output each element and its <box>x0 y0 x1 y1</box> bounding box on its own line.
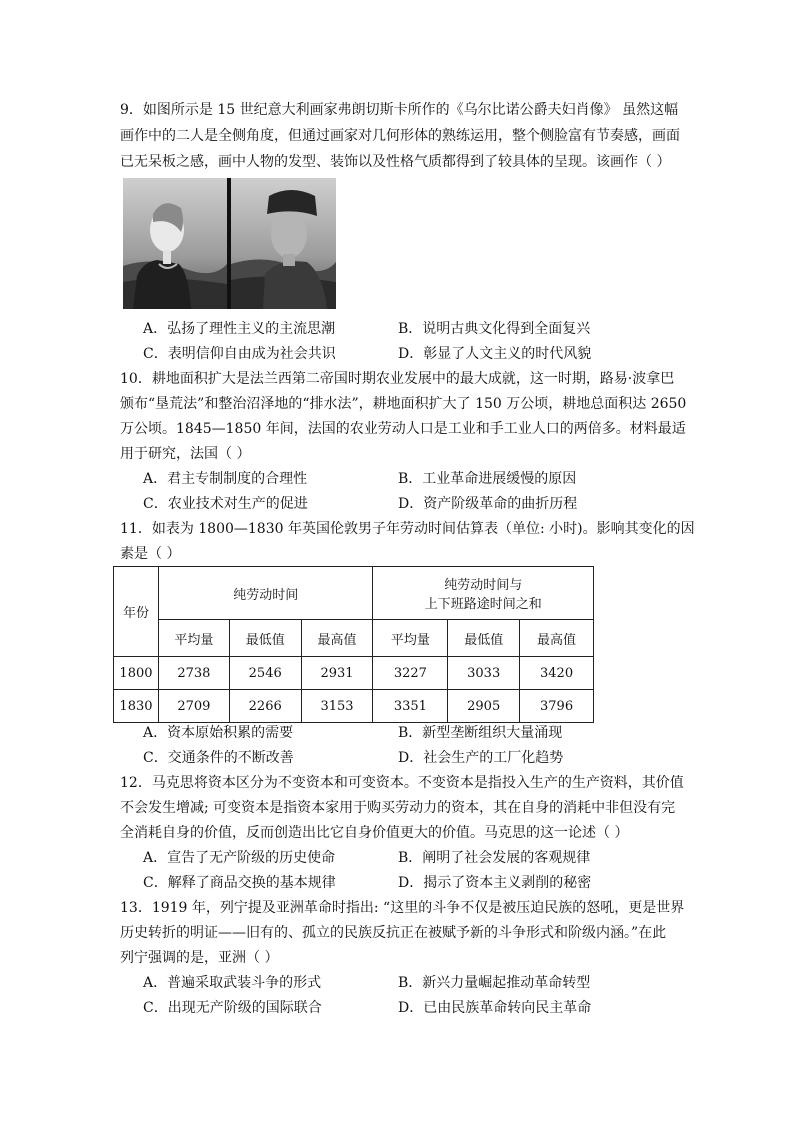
table-cell: 3227 <box>373 657 448 690</box>
labor-commute-header-line-1: 纯劳动时间与 <box>444 578 523 593</box>
table-cell: 3351 <box>373 690 448 723</box>
year-header: 年份 <box>114 567 159 657</box>
table-cell: 1830 <box>114 690 159 723</box>
q9-option-c: C．表明信仰自由成为社会共识 <box>143 346 336 362</box>
sub-header-max: 最高值 <box>520 620 594 657</box>
q11-stem-line-2: 素是（ ） <box>120 546 181 562</box>
labor-hours-table <box>113 566 594 723</box>
q12-option-d: D．揭示了资本主义剥削的秘密 <box>398 875 592 891</box>
sub-header-max: 最高值 <box>301 620 373 657</box>
q10-option-c: C．农业技术对生产的促进 <box>143 496 308 512</box>
q10-option-a: A．君主专制制度的合理性 <box>143 471 308 487</box>
q10-stem-line-1: 10．耕地面积扩大是法兰西第二帝国时期农业发展中的最大成就，这一时期，路易·波拿巴 <box>120 371 675 387</box>
sub-header-min: 最低值 <box>448 620 520 657</box>
q10-option-d: D．资产阶级革命的曲折历程 <box>398 496 578 512</box>
table-cell: 3033 <box>448 657 520 690</box>
table-cell: 3796 <box>520 690 594 723</box>
labor-time-header: 纯劳动时间 <box>158 567 373 620</box>
labor-commute-header-line-2: 上下班路途时间之和 <box>424 597 542 612</box>
q13-stem-line-3: 列宁强调的是，亚洲（ ） <box>120 950 279 966</box>
q11-option-a: A．资本原始积累的需要 <box>143 725 294 741</box>
q10-stem-line-3: 万公顷。1845—1850 年间，法国的农业劳动人口是工业和手工业人口的两倍多。材料最适 <box>120 421 686 437</box>
table-cell: 2931 <box>301 657 373 690</box>
q12-stem-line-1: 12．马克思将资本区分为不变资本和可变资本。不变资本是指投入生产的生产资料，其价值 <box>120 775 684 791</box>
table-cell: 1800 <box>114 657 159 690</box>
q10-stem-line-2: 颁布“垦荒法”和整治沼泽地的“排水法”，耕地面积扩大了 150 万公顷，耕地总面积达 2650 <box>120 396 687 412</box>
table-cell: 2738 <box>158 657 229 690</box>
labor-commute-header <box>373 567 594 620</box>
table-cell: 3153 <box>301 690 373 723</box>
portrait-painting-image <box>123 178 336 309</box>
sub-header-min: 最低值 <box>229 620 301 657</box>
q11-option-d: D．社会生产的工厂化趋势 <box>398 750 564 766</box>
q11-option-c: C．交通条件的不断改善 <box>143 750 294 766</box>
q12-option-b: B．阐明了社会发展的客观规律 <box>398 850 591 866</box>
q13-option-c: C．出现无产阶级的国际联合 <box>143 1000 322 1016</box>
q9-stem-line-2: 画作中的二人是全侧角度，但通过画家对几何形体的熟练运用，整个侧脸富有节奏感，画面 <box>120 128 680 144</box>
table-cell: 2905 <box>448 690 520 723</box>
q12-option-a: A．宣告了无产阶级的历史使命 <box>143 850 336 866</box>
sub-header-average: 平均量 <box>158 620 229 657</box>
q13-option-d: D．已由民族革命转向民主革命 <box>398 1000 592 1016</box>
q13-stem-line-1: 13．1919 年，列宁提及亚洲革命时指出: “这里的斗争不仅是被压迫民族的怒吼，更是世界 <box>120 900 685 916</box>
q13-option-b: B．新兴力量崛起推动革命转型 <box>398 975 591 991</box>
q12-option-c: C．解释了商品交换的基本规律 <box>143 875 336 891</box>
q13-option-a: A．普遍采取武装斗争的形式 <box>143 975 322 991</box>
q13-stem-line-2: 历史转折的明证——旧有的、孤立的民族反抗正在被赋予新的斗争形式和阶级内涵。”在此 <box>120 925 667 941</box>
q12-stem-line-2: 不会发生增减; 可变资本是指资本家用于购买劳动力的资本，其在自身的消耗中非但没有完 <box>120 800 676 816</box>
table-cell: 2709 <box>158 690 229 723</box>
q12-stem-line-3: 全消耗自身的价值，反而创造出比它自身价值更大的价值。马克思的这一论述（ ） <box>120 825 629 841</box>
q9-option-b: B．说明古典文化得到全面复兴 <box>398 321 591 337</box>
q10-stem-line-4: 用于研究，法国（ ） <box>120 446 251 462</box>
table-cell: 2266 <box>229 690 301 723</box>
q10-option-b: B．工业革命进展缓慢的原因 <box>398 471 577 487</box>
q11-option-b: B．新型垄断组织大量涌现 <box>398 725 563 741</box>
q11-stem-line-1: 11．如表为 1800—1830 年英国伦敦男子年劳动时间估算表（单位: 小时)。影响其变化的因 <box>120 521 695 537</box>
table-row <box>114 657 594 690</box>
q9-stem-line-3: 已无呆板之感，画中人物的发型、装饰以及性格气质都得到了较具体的呈现。该画作（ ） <box>120 154 671 170</box>
sub-header-average: 平均量 <box>373 620 448 657</box>
table-cell: 2546 <box>229 657 301 690</box>
q9-option-a: A．弘扬了理性主义的主流思潮 <box>143 321 336 337</box>
q9-option-d: D．彰显了人文主义的时代风貌 <box>398 346 592 362</box>
table-row <box>114 690 594 723</box>
table-cell: 3420 <box>520 657 594 690</box>
q9-stem-line-1: 9．如图所示是 15 世纪意大利画家弗朗切斯卡所作的《乌尔比诺公爵夫妇肖像》 虽然这幅 <box>120 102 679 118</box>
